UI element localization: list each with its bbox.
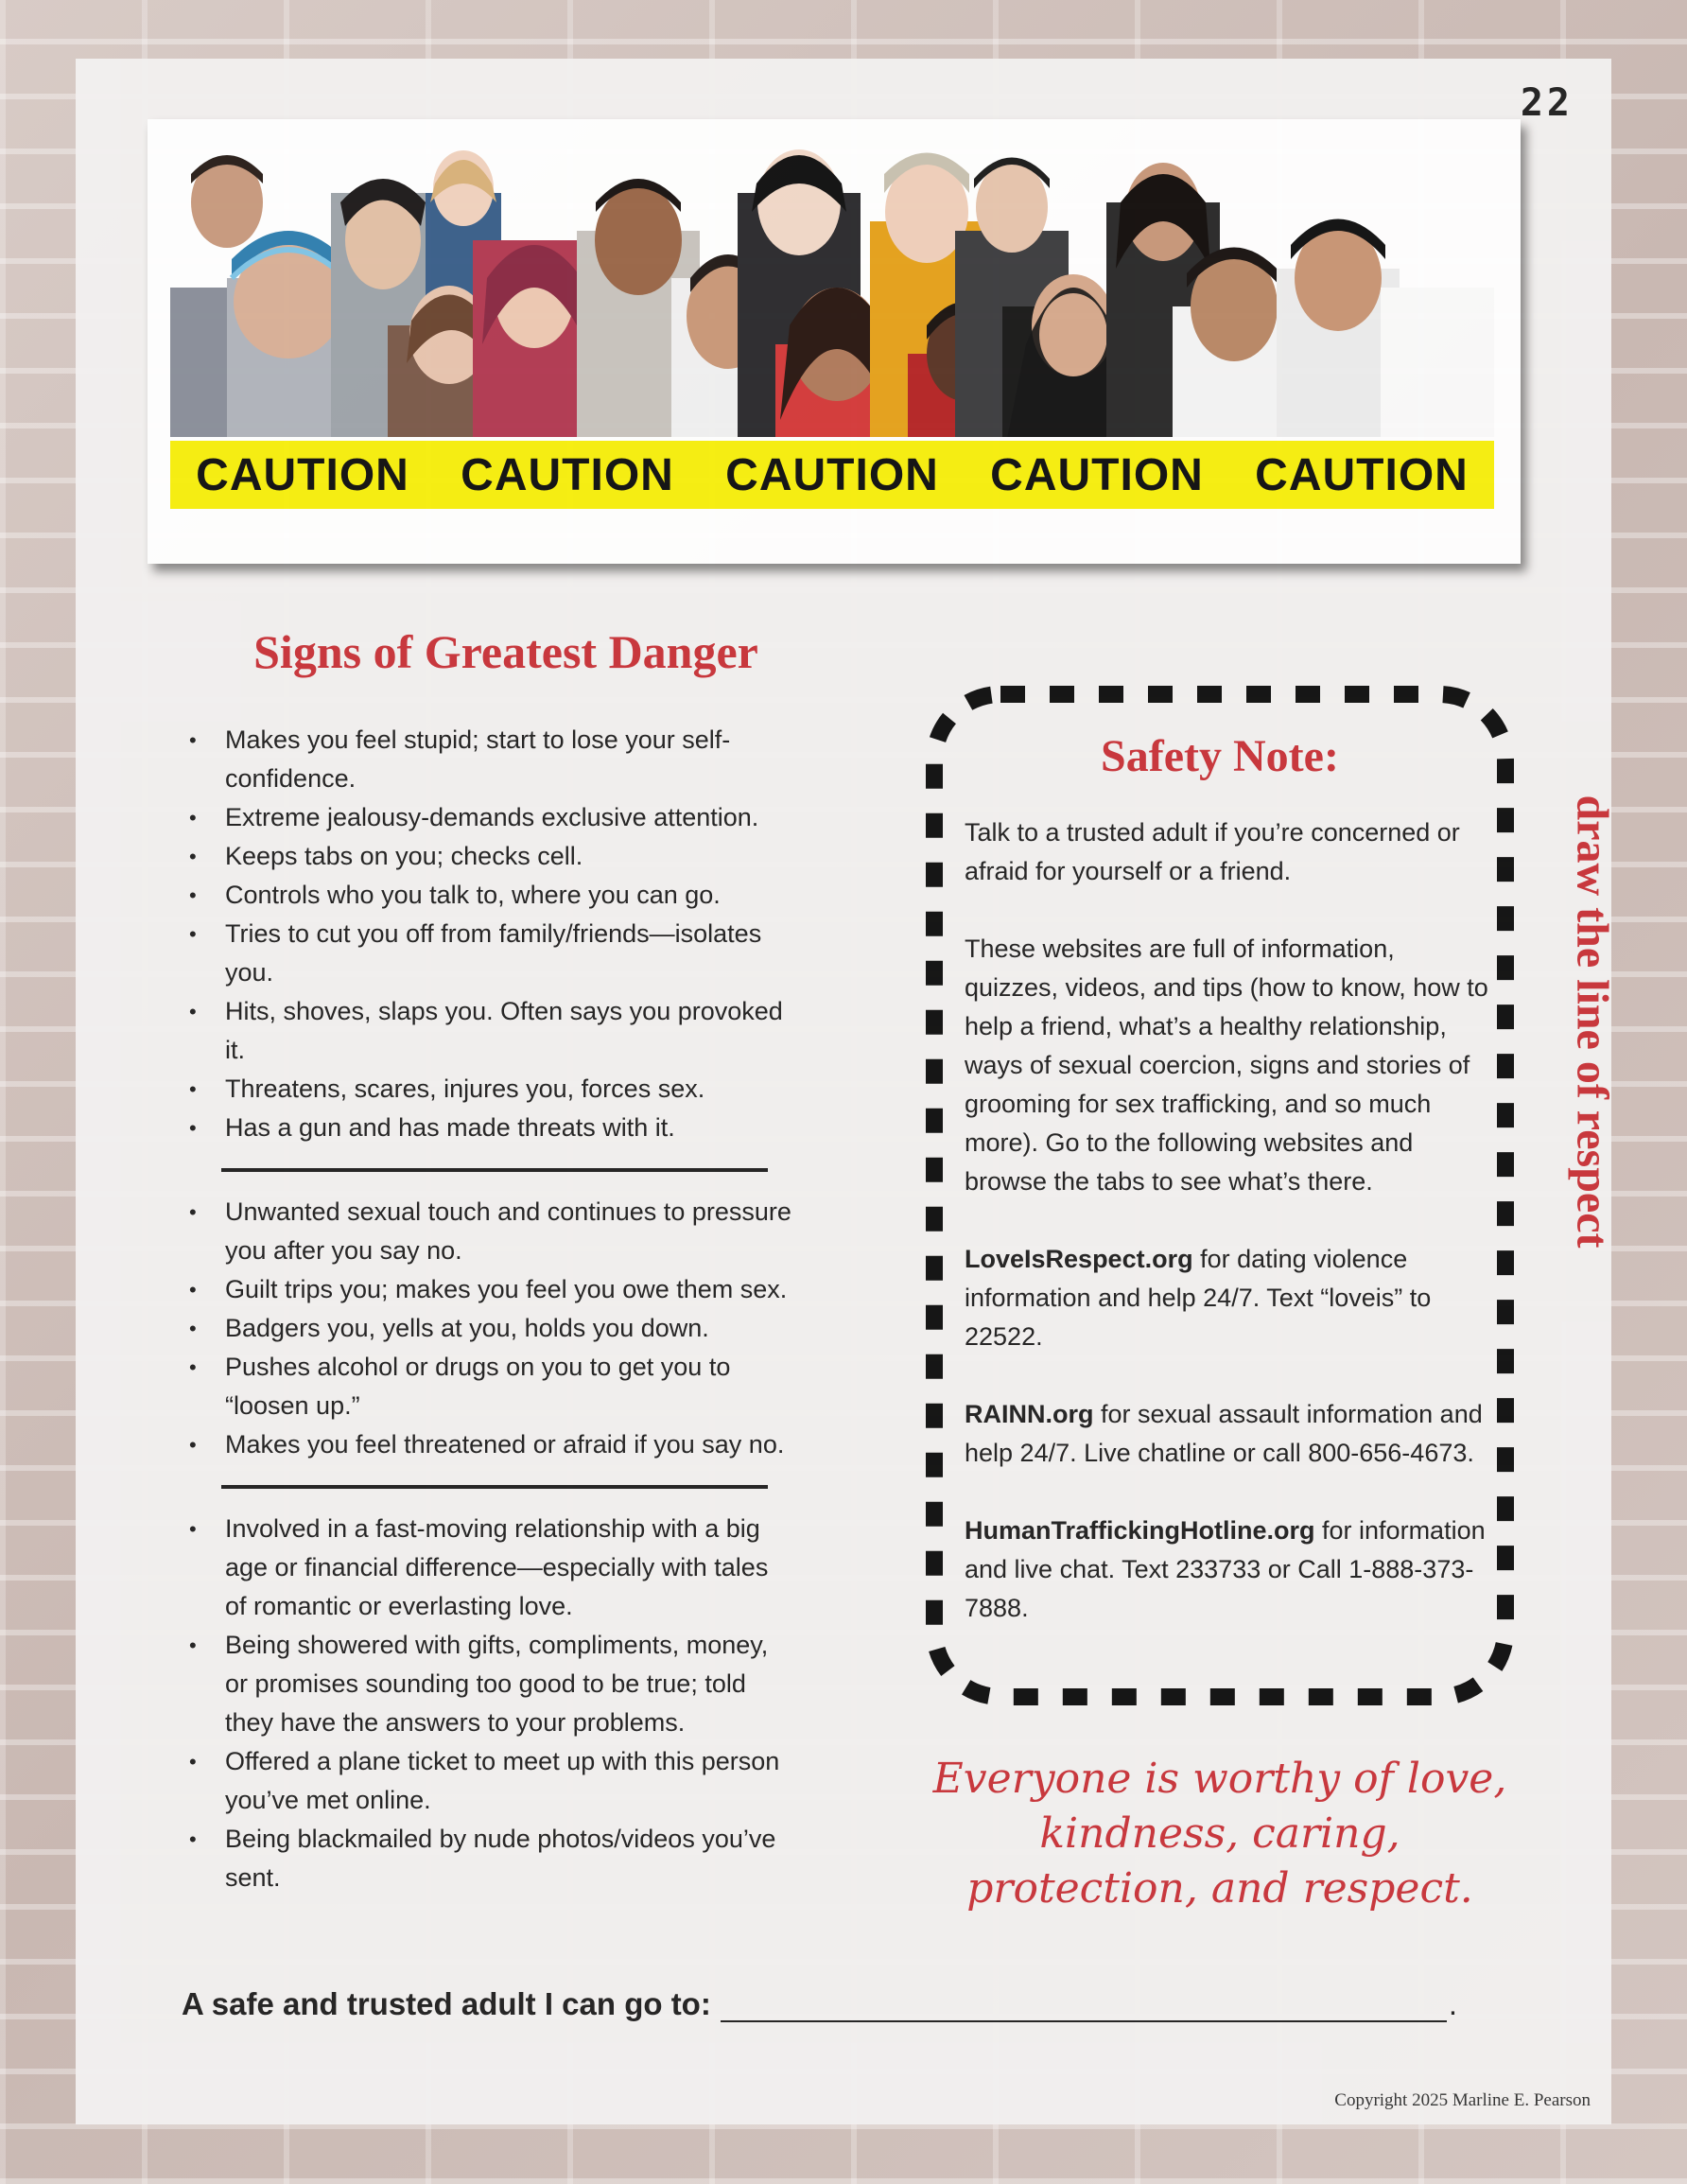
- list-item: • Extreme jealousy-demands exclusive attention.: [182, 798, 796, 837]
- list-item: • Keeps tabs on you; checks cell.: [182, 837, 796, 876]
- list-item: • Makes you feel threatened or afraid if you say no.: [182, 1425, 796, 1464]
- resource-name: RAINN.org: [965, 1400, 1094, 1428]
- safety-note-title: Safety Note:: [1101, 731, 1339, 781]
- websites-description: These websites are full of information, quizzes, videos, and tips (how to know, how to help a friend, what’s a healthy relationship, ways of sexual coercion, signs and stories of grooming for sex trafficking, and so much more). Go to the following websites and browse the tabs to see what’s there.: [965, 935, 1488, 1196]
- trusted-adult-blank[interactable]: [721, 1988, 1447, 2022]
- copyright: Copyright 2025 Marline E. Pearson: [1334, 2090, 1591, 2110]
- worksheet-page: [76, 59, 1618, 2124]
- safety-intro: Talk to a trusted adult if you’re concerned or afraid for yourself or a friend.: [965, 818, 1460, 885]
- resource-desc: for dating violence information and help 24/7. Text “loveis” to 22522.: [965, 1245, 1432, 1351]
- list-item: • Controls who you talk to, where you can go.: [182, 876, 796, 915]
- divider: [221, 1168, 768, 1172]
- resource-desc: for information and live chat. Text 233733 or Call 1-888-373-7888.: [965, 1516, 1486, 1622]
- caution-word: CAUTION: [196, 449, 409, 500]
- caution-word: CAUTION: [725, 449, 939, 500]
- caution-word: CAUTION: [1255, 449, 1469, 500]
- list-item: • Being blackmailed by nude photos/videos you’ve sent.: [182, 1820, 796, 1897]
- list-item: • Hits, shoves, slaps you. Often says you provoked it.: [182, 992, 796, 1070]
- list-item: • Has a gun and has made threats with it.: [182, 1109, 796, 1147]
- list-item: • Unwanted sexual touch and continues to pressure you after you say no.: [182, 1193, 796, 1270]
- list-item: • Involved in a fast-moving relationship with a big age or financial difference—especially with tales of romantic or everlasting love.: [182, 1510, 796, 1626]
- list-item: • Offered a plane ticket to meet up with this person you’ve met online.: [182, 1742, 796, 1820]
- teens-group-photo: [170, 136, 1494, 437]
- resource-name: HumanTraffickingHotline.org: [965, 1516, 1315, 1545]
- teens-photo-illustration: [170, 136, 1494, 437]
- signs-group-1: [182, 721, 796, 1147]
- trusted-adult-label: A safe and trusted adult I can go to:: [182, 1986, 711, 2021]
- list-item: • Threatens, scares, injures you, forces sex.: [182, 1070, 796, 1109]
- safety-note-body: [965, 813, 1494, 1667]
- safety-note-box: [923, 683, 1517, 1708]
- trusted-adult-prompt: [182, 1986, 1457, 2022]
- list-item: • Badgers you, yells at you, holds you down.: [182, 1309, 796, 1348]
- list-item: • Pushes alcohol or drugs on you to get you to “loosen up.”: [182, 1348, 796, 1425]
- list-item: • Guilt trips you; makes you feel you owe them sex.: [182, 1270, 796, 1309]
- page-number: 22: [1520, 81, 1574, 125]
- side-slogan: draw the line of respect: [1567, 795, 1618, 1249]
- worthy-message: Everyone is worthy of love, kindness, caring, protection, and respect.: [932, 1755, 1507, 1913]
- divider: [221, 1485, 768, 1489]
- signs-title: Signs of Greatest Danger: [253, 625, 758, 678]
- caution-banner: [148, 119, 1521, 564]
- list-item: • Makes you feel stupid; start to lose your self-confidence.: [182, 721, 796, 798]
- caution-word: CAUTION: [990, 449, 1204, 500]
- resource-name: LoveIsRespect.org: [965, 1245, 1193, 1273]
- resource-loveisrespect: [965, 1240, 1494, 1356]
- caution-tape: [170, 441, 1494, 509]
- caution-word: CAUTION: [461, 449, 674, 500]
- resource-rainn: [965, 1395, 1494, 1473]
- signs-group-3: [182, 1510, 796, 1897]
- resource-desc: for sexual assault information and help 24/7. Live chatline or call 800-656-4673.: [965, 1400, 1483, 1467]
- trusted-adult-period: .: [1448, 1986, 1457, 2021]
- resource-hotline: [965, 1511, 1494, 1628]
- list-item: • Being showered with gifts, compliments, money, or promises sounding too good to be true; told they have the answers to your problems.: [182, 1626, 796, 1742]
- signs-group-2: [182, 1193, 796, 1464]
- list-item: • Tries to cut you off from family/friends—isolates you.: [182, 915, 796, 992]
- signs-list: [182, 721, 796, 1897]
